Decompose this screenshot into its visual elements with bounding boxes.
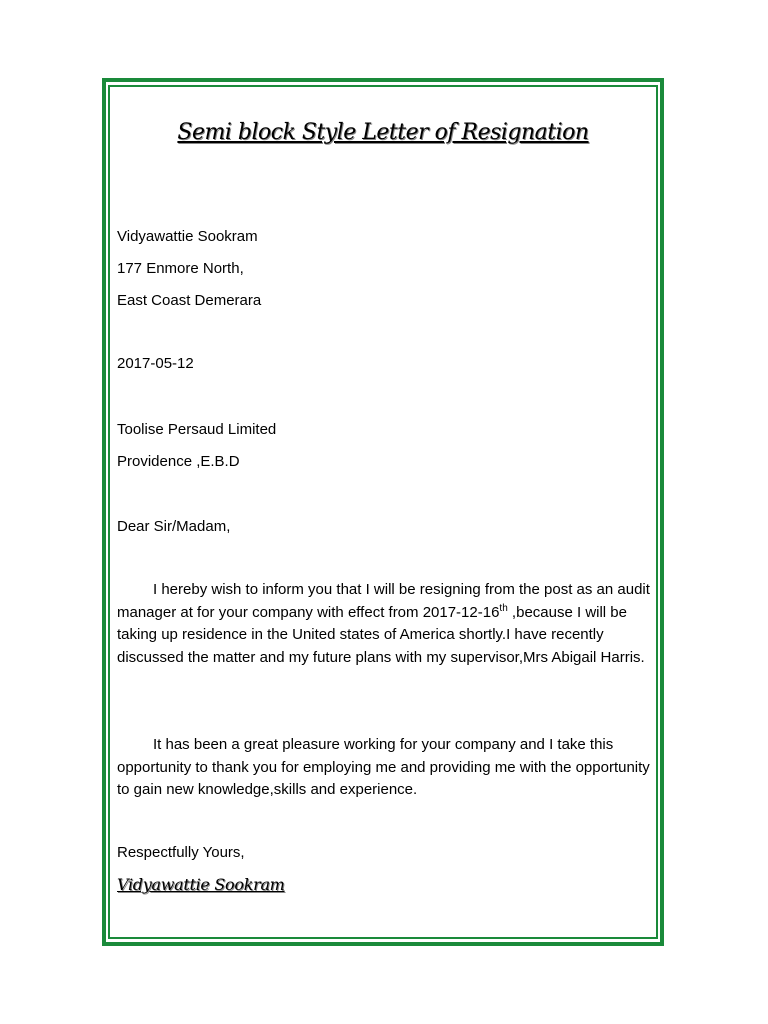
body-paragraph-1 (117, 579, 662, 669)
body-paragraph-2 (117, 734, 662, 802)
page-border-inner (108, 85, 658, 939)
closing: Respectfully Yours, (117, 844, 245, 861)
letter-title: Semi block Style Letter of Resignation (177, 120, 589, 145)
signature: Vidyawattie Sookram (117, 875, 285, 894)
sender-name: Vidyawattie Sookram (117, 228, 258, 245)
body-paragraph-1-text-a: I hereby wish to inform you that I will be resigning from the post as an audit manager at for your company with effect from 2017-12-16 (117, 581, 650, 621)
recipient-company: Toolise Persaud Limited (117, 421, 277, 438)
body-paragraph-1-text-b: ,because I will be taking up residence in the United states of America shortly.I have recently discussed the matter and my future plans with my supervisor,Mrs Abigail Harris. (117, 603, 645, 666)
letter-date: 2017-05-12 (117, 355, 194, 372)
body-paragraph-2-text: It has been a great pleasure working for your company and I take this opportunity to thank you for employing me and providing me with the opportunity to gain new knowledge,skills and experience. (117, 736, 650, 798)
recipient-location: Providence ,E.B.D (117, 453, 240, 470)
sender-street: 177 Enmore North, (117, 260, 244, 277)
sender-region: East Coast Demerara (117, 292, 262, 309)
salutation: Dear Sir/Madam, (117, 518, 231, 535)
ordinal-suffix: th (499, 602, 508, 614)
